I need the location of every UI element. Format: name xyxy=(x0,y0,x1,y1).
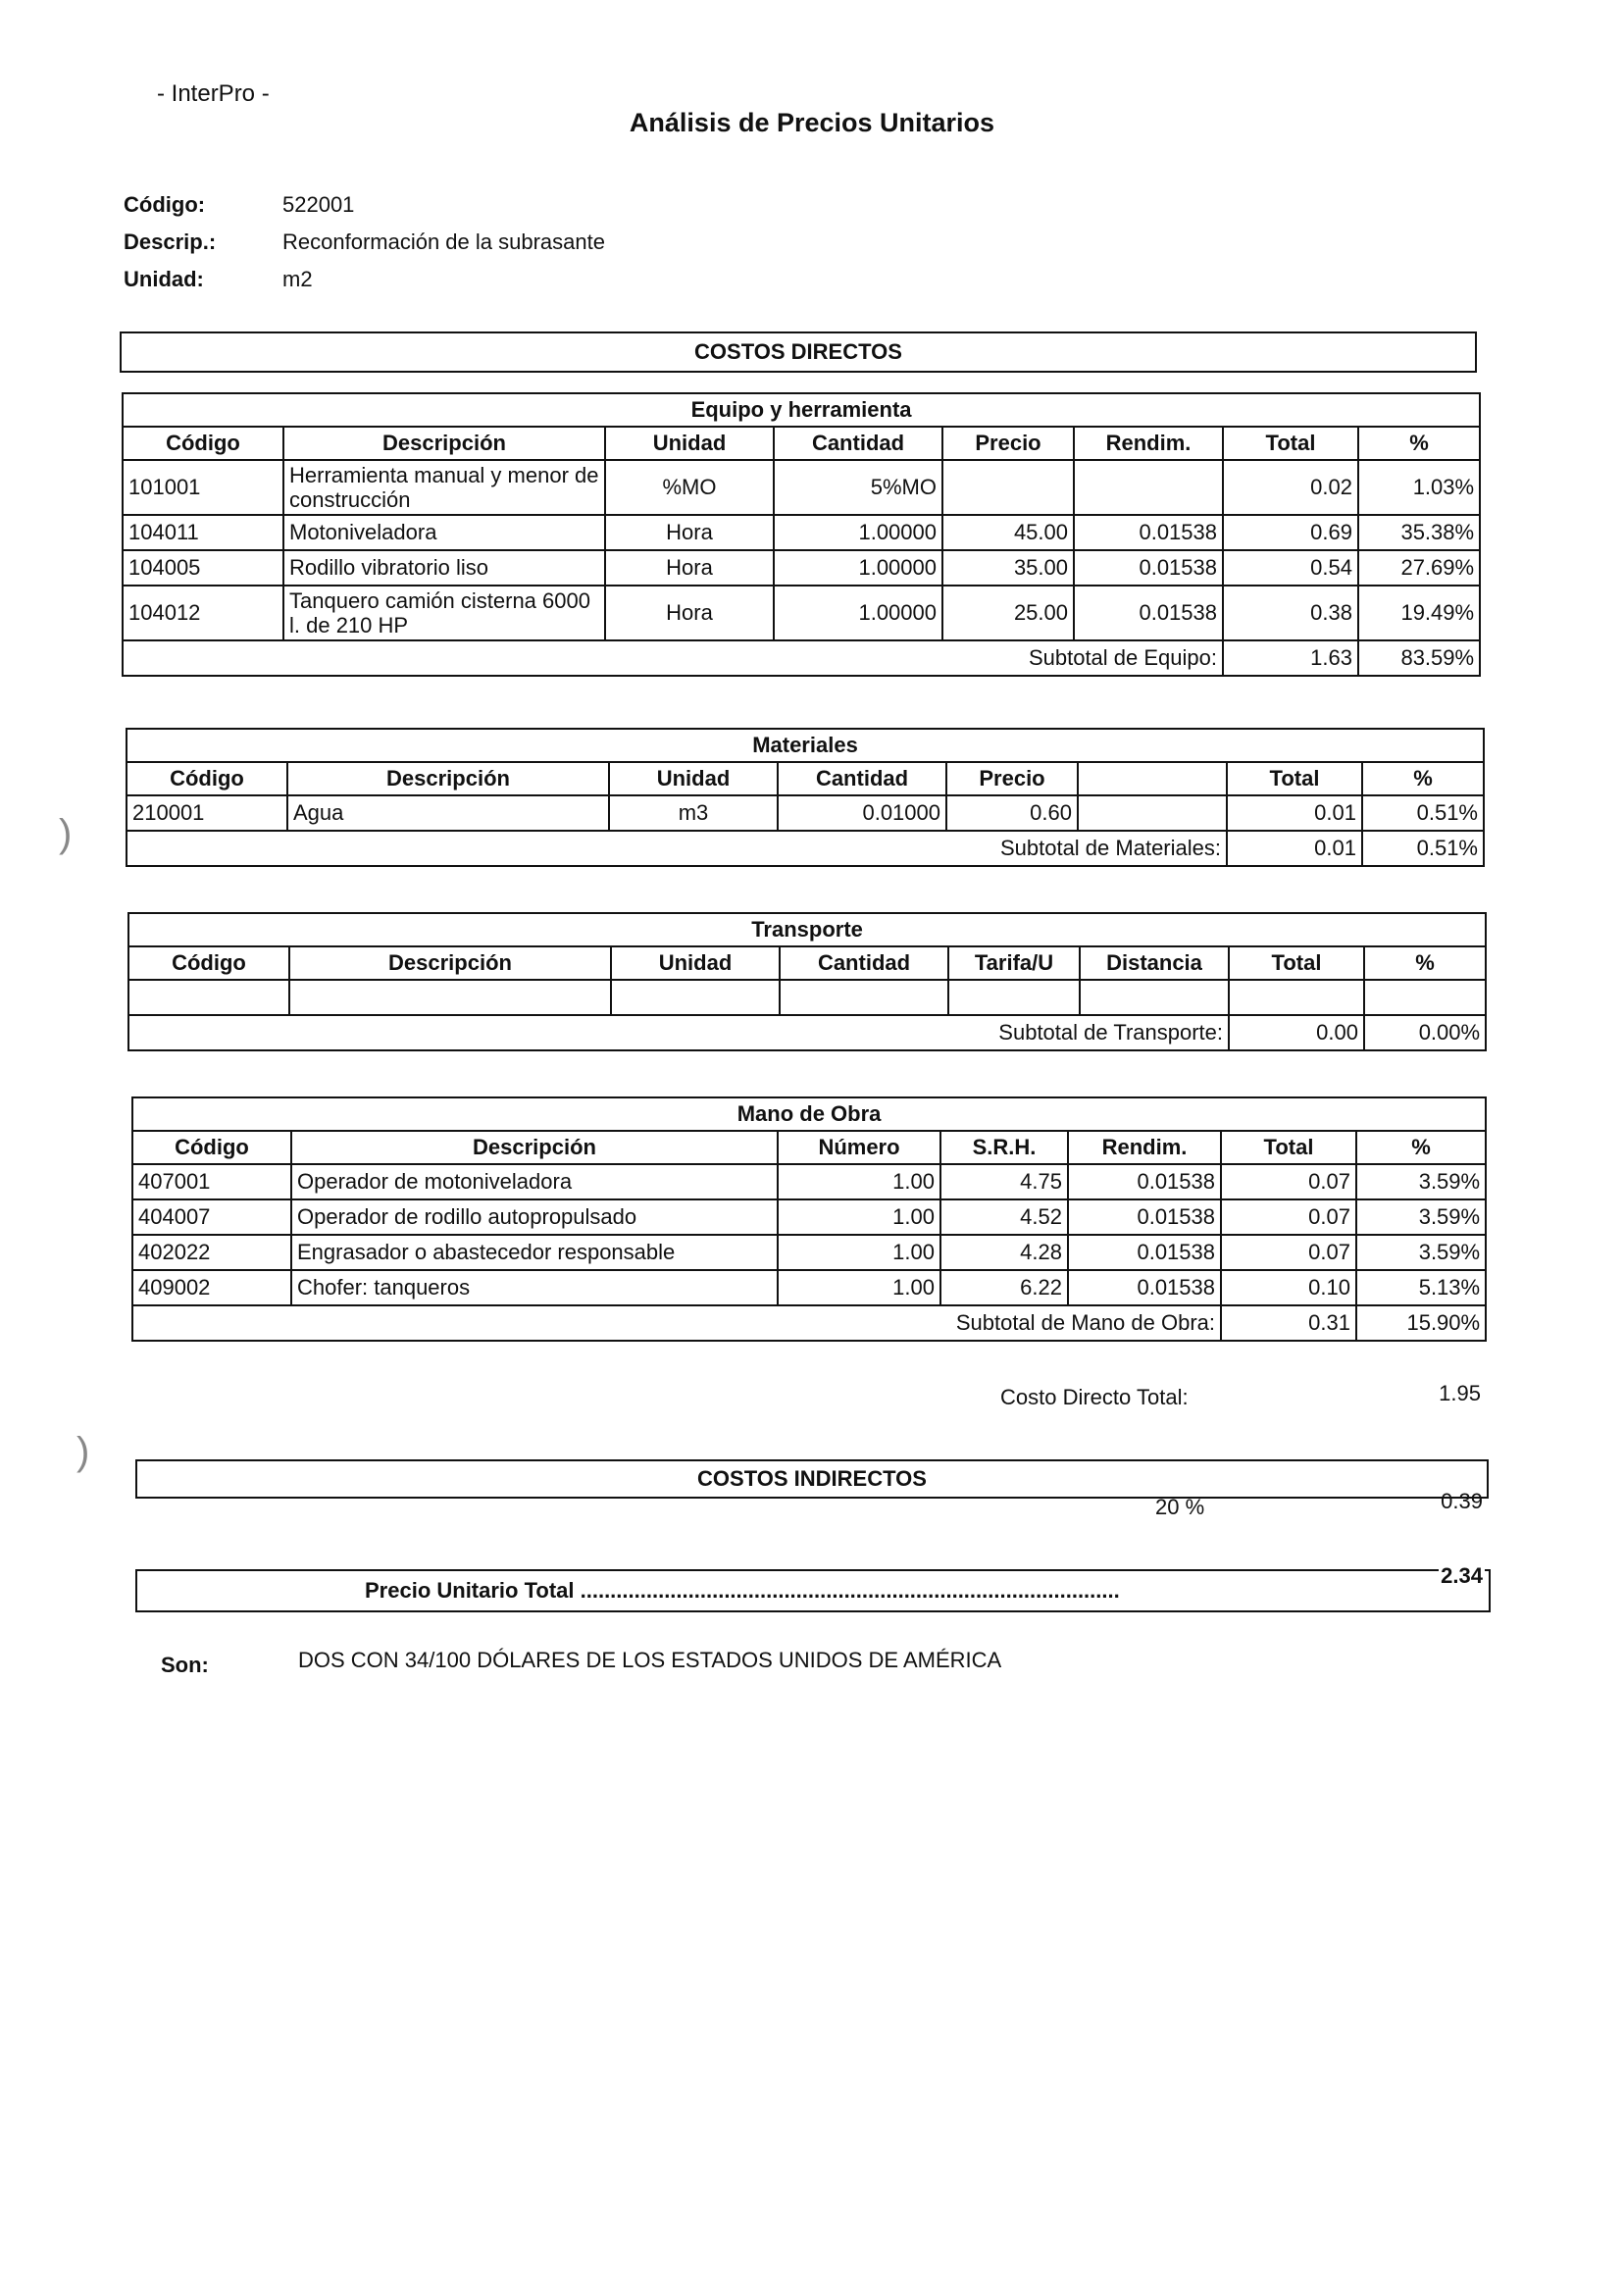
meta-descrip-row xyxy=(124,229,605,267)
mano-obra-total: 0.07 xyxy=(1221,1235,1356,1270)
precio-unitario-label: Precio Unitario Total .......................................................................................... xyxy=(365,1578,1120,1603)
mano-obra-numero: 1.00 xyxy=(778,1270,940,1305)
materiales-header-total: Total xyxy=(1227,762,1362,795)
mano-obra-title: Mano de Obra xyxy=(132,1097,1486,1131)
meta-unidad-label: Unidad: xyxy=(124,267,204,291)
costos-indirectos-banner: COSTOS INDIRECTOS xyxy=(135,1459,1489,1499)
table-row xyxy=(132,1164,1486,1199)
costo-directo-total-label: Costo Directo Total: xyxy=(1000,1385,1189,1409)
equipo-rendim: 0.01538 xyxy=(1074,515,1223,550)
table-row xyxy=(128,980,1486,1015)
materiales-header-unidad: Unidad xyxy=(609,762,778,795)
equipo-codigo: 104012 xyxy=(123,586,283,640)
materiales-header-precio: Precio xyxy=(946,762,1078,795)
son-amount-in-words: DOS CON 34/100 DÓLARES DE LOS ESTADOS UNIDOS DE AMÉRICA xyxy=(298,1648,1002,1672)
transporte-header-descripcion: Descripción xyxy=(289,946,611,980)
equipo-desc: Herramienta manual y menor de construcción xyxy=(283,460,605,515)
transporte-header-unidad: Unidad xyxy=(611,946,780,980)
mano-obra-codigo: 404007 xyxy=(132,1199,291,1235)
mano-obra-header-descripcion: Descripción xyxy=(291,1131,778,1164)
transporte-empty-cell xyxy=(611,980,780,1015)
equipo-subtotal: 1.63 xyxy=(1223,640,1358,676)
materiales-cantidad: 0.01000 xyxy=(778,795,946,831)
equipo-header-codigo: Código xyxy=(123,427,283,460)
materiales-header-descripcion: Descripción xyxy=(287,762,609,795)
equipo-unidad: Hora xyxy=(605,550,774,586)
equipo-unidad: Hora xyxy=(605,586,774,640)
transporte-subtotal-row xyxy=(128,1015,1486,1050)
equipo-header-precio: Precio xyxy=(942,427,1074,460)
mano-obra-rendim: 0.01538 xyxy=(1068,1270,1221,1305)
equipo-rendim: 0.01538 xyxy=(1074,586,1223,640)
transporte-empty-cell xyxy=(948,980,1080,1015)
materiales-desc: Agua xyxy=(287,795,609,831)
transporte-header-pct: % xyxy=(1364,946,1486,980)
transporte-subtotal-label: Subtotal de Transporte: xyxy=(128,1015,1229,1050)
equipo-pct: 27.69% xyxy=(1358,550,1480,586)
materiales-subtotal-row xyxy=(127,831,1484,866)
table-row xyxy=(127,795,1484,831)
margin-mark: ) xyxy=(76,1430,90,1473)
mano-obra-numero: 1.00 xyxy=(778,1199,940,1235)
equipo-total: 0.02 xyxy=(1223,460,1358,515)
materiales-title: Materiales xyxy=(127,729,1484,762)
mano-obra-codigo: 409002 xyxy=(132,1270,291,1305)
precio-unitario-box xyxy=(135,1563,1491,1612)
equipo-codigo: 104005 xyxy=(123,550,283,586)
mano-obra-header-codigo: Código xyxy=(132,1131,291,1164)
equipo-desc: Motoniveladora xyxy=(283,515,605,550)
equipo-cantidad: 1.00000 xyxy=(774,550,942,586)
mano-obra-desc: Operador de motoniveladora xyxy=(291,1164,778,1199)
meta-codigo-row xyxy=(124,192,605,229)
materiales-header-cantidad: Cantidad xyxy=(778,762,946,795)
materiales-header-pct: % xyxy=(1362,762,1484,795)
mano-obra-header-rendim: Rendim. xyxy=(1068,1131,1221,1164)
mano-obra-header-numero: Número xyxy=(778,1131,940,1164)
mano-obra-table xyxy=(131,1096,1487,1342)
materiales-precio: 0.60 xyxy=(946,795,1078,831)
meta-unidad-row xyxy=(124,267,605,304)
mano-obra-rendim: 0.01538 xyxy=(1068,1164,1221,1199)
table-row xyxy=(123,460,1480,515)
equipo-title: Equipo y herramienta xyxy=(123,393,1480,427)
mano-obra-codigo: 407001 xyxy=(132,1164,291,1199)
mano-obra-desc: Engrasador o abastecedor responsable xyxy=(291,1235,778,1270)
page-title: Análisis de Precios Unitarios xyxy=(629,108,995,137)
equipo-pct: 35.38% xyxy=(1358,515,1480,550)
materiales-subtotal: 0.01 xyxy=(1227,831,1362,866)
transporte-empty-cell xyxy=(289,980,611,1015)
equipo-table xyxy=(122,392,1481,677)
table-row xyxy=(132,1235,1486,1270)
meta-descrip-label: Descrip.: xyxy=(124,229,217,254)
equipo-codigo: 104011 xyxy=(123,515,283,550)
equipo-subtotal-pct: 83.59% xyxy=(1358,640,1480,676)
indirectos-value: 0.39 xyxy=(1441,1489,1483,1513)
mano-obra-pct: 3.59% xyxy=(1356,1235,1486,1270)
materiales-unidad: m3 xyxy=(609,795,778,831)
materiales-subtotal-pct: 0.51% xyxy=(1362,831,1484,866)
equipo-total: 0.54 xyxy=(1223,550,1358,586)
equipo-precio xyxy=(942,460,1074,515)
transporte-subtotal-pct: 0.00% xyxy=(1364,1015,1486,1050)
materiales-header-blank xyxy=(1078,762,1227,795)
costos-directos-banner: COSTOS DIRECTOS xyxy=(120,331,1477,373)
equipo-pct: 1.03% xyxy=(1358,460,1480,515)
mano-obra-header-srh: S.R.H. xyxy=(940,1131,1068,1164)
mano-obra-srh: 4.28 xyxy=(940,1235,1068,1270)
table-row xyxy=(123,515,1480,550)
equipo-rendim: 0.01538 xyxy=(1074,550,1223,586)
mano-obra-total: 0.10 xyxy=(1221,1270,1356,1305)
materiales-pct: 0.51% xyxy=(1362,795,1484,831)
transporte-empty-cell xyxy=(1364,980,1486,1015)
mano-obra-total: 0.07 xyxy=(1221,1199,1356,1235)
equipo-subtotal-row xyxy=(123,640,1480,676)
equipo-precio: 25.00 xyxy=(942,586,1074,640)
mano-obra-srh: 6.22 xyxy=(940,1270,1068,1305)
mano-obra-subtotal-label: Subtotal de Mano de Obra: xyxy=(132,1305,1221,1341)
equipo-cantidad: 1.00000 xyxy=(774,586,942,640)
transporte-header-total: Total xyxy=(1229,946,1364,980)
mano-obra-header-pct: % xyxy=(1356,1131,1486,1164)
margin-mark: ) xyxy=(59,812,73,855)
transporte-empty-cell xyxy=(1080,980,1229,1015)
table-row xyxy=(123,586,1480,640)
transporte-empty-cell xyxy=(1229,980,1364,1015)
equipo-unidad: Hora xyxy=(605,515,774,550)
mano-obra-srh: 4.75 xyxy=(940,1164,1068,1199)
meta-codigo-value: 522001 xyxy=(282,192,355,217)
mano-obra-numero: 1.00 xyxy=(778,1235,940,1270)
equipo-desc: Tanquero camión cisterna 6000 l. de 210 HP xyxy=(283,586,605,640)
equipo-header-descripcion: Descripción xyxy=(283,427,605,460)
company-name: - InterPro - xyxy=(157,80,270,107)
mano-obra-rendim: 0.01538 xyxy=(1068,1235,1221,1270)
equipo-rendim xyxy=(1074,460,1223,515)
equipo-unidad: %MO xyxy=(605,460,774,515)
transporte-empty-cell xyxy=(780,980,948,1015)
meta-descrip-value: Reconformación de la subrasante xyxy=(282,229,605,254)
mano-obra-srh: 4.52 xyxy=(940,1199,1068,1235)
equipo-subtotal-label: Subtotal de Equipo: xyxy=(123,640,1223,676)
equipo-codigo: 101001 xyxy=(123,460,283,515)
materiales-codigo: 210001 xyxy=(127,795,287,831)
transporte-subtotal: 0.00 xyxy=(1229,1015,1364,1050)
mano-obra-header-total: Total xyxy=(1221,1131,1356,1164)
materiales-header-codigo: Código xyxy=(127,762,287,795)
materiales-blank-cell xyxy=(1078,795,1227,831)
equipo-header-cantidad: Cantidad xyxy=(774,427,942,460)
indirectos-pct: 20 % xyxy=(1155,1495,1205,1519)
mano-obra-numero: 1.00 xyxy=(778,1164,940,1199)
mano-obra-desc: Operador de rodillo autopropulsado xyxy=(291,1199,778,1235)
transporte-title: Transporte xyxy=(128,913,1486,946)
equipo-header-total: Total xyxy=(1223,427,1358,460)
costo-directo-total-value: 1.95 xyxy=(1439,1381,1481,1405)
mano-obra-subtotal-pct: 15.90% xyxy=(1356,1305,1486,1341)
transporte-table xyxy=(127,912,1487,1051)
equipo-header-rendim: Rendim. xyxy=(1074,427,1223,460)
transporte-header-distancia: Distancia xyxy=(1080,946,1229,980)
equipo-desc: Rodillo vibratorio liso xyxy=(283,550,605,586)
equipo-cantidad: 5%MO xyxy=(774,460,942,515)
equipo-cantidad: 1.00000 xyxy=(774,515,942,550)
item-meta xyxy=(124,192,605,304)
equipo-header-unidad: Unidad xyxy=(605,427,774,460)
mano-obra-total: 0.07 xyxy=(1221,1164,1356,1199)
meta-unidad-value: m2 xyxy=(282,267,313,291)
table-row xyxy=(123,550,1480,586)
mano-obra-subtotal-row xyxy=(132,1305,1486,1341)
table-row xyxy=(132,1270,1486,1305)
mano-obra-codigo: 402022 xyxy=(132,1235,291,1270)
transporte-header-codigo: Código xyxy=(128,946,289,980)
equipo-total: 0.69 xyxy=(1223,515,1358,550)
mano-obra-rendim: 0.01538 xyxy=(1068,1199,1221,1235)
meta-codigo-label: Código: xyxy=(124,192,206,217)
equipo-pct: 19.49% xyxy=(1358,586,1480,640)
transporte-header-tarifa: Tarifa/U xyxy=(948,946,1080,980)
mano-obra-pct: 3.59% xyxy=(1356,1199,1486,1235)
precio-unitario-value: 2.34 xyxy=(1441,1563,1483,1588)
materiales-table xyxy=(126,728,1485,867)
equipo-precio: 45.00 xyxy=(942,515,1074,550)
mano-obra-subtotal: 0.31 xyxy=(1221,1305,1356,1341)
transporte-header-cantidad: Cantidad xyxy=(780,946,948,980)
materiales-subtotal-label: Subtotal de Materiales: xyxy=(127,831,1227,866)
mano-obra-pct: 3.59% xyxy=(1356,1164,1486,1199)
transporte-empty-cell xyxy=(128,980,289,1015)
materiales-total: 0.01 xyxy=(1227,795,1362,831)
equipo-precio: 35.00 xyxy=(942,550,1074,586)
son-label: Son: xyxy=(161,1653,209,1677)
equipo-total: 0.38 xyxy=(1223,586,1358,640)
mano-obra-desc: Chofer: tanqueros xyxy=(291,1270,778,1305)
equipo-header-pct: % xyxy=(1358,427,1480,460)
table-row xyxy=(132,1199,1486,1235)
mano-obra-pct: 5.13% xyxy=(1356,1270,1486,1305)
